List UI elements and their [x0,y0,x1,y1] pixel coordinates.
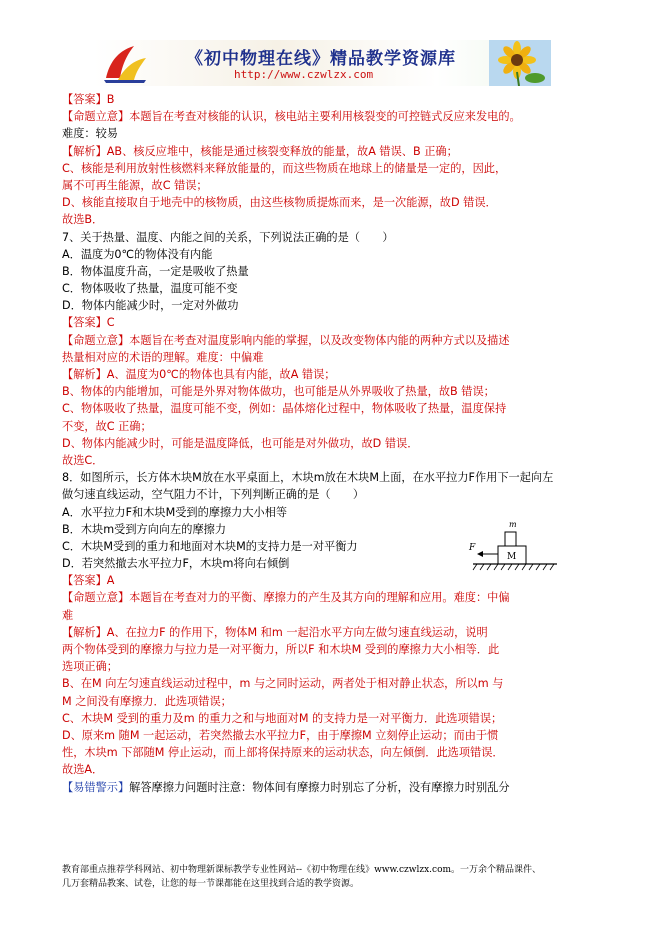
line-text: 不变，故C 正确； [62,419,152,433]
line-text: C、核能是利用放射性核燃料来释放能量的，而这些物质在地球上的储量是一定的，因此， [62,161,507,175]
line-text: D．物体内能减少时，一定对外做功 [62,299,239,313]
section-tag: 【答案】 [62,574,107,588]
text-line [62,91,602,108]
label-M: M [507,552,517,562]
line-text: 解答摩擦力问题时注意：物体间有摩擦力时别忘了分析，没有摩擦力时别乱分 [129,780,510,794]
line-text: 热量相对应的术语的理解。难度：中偏难 [62,350,264,364]
sunflower-icon [489,40,551,86]
line-text: B、在M 向左匀速直线运动过程中，m 与之同时运动，两者处于相对静止状态，所以m 与 [62,677,504,691]
line-text: 本题旨在考查对力的平衡、摩擦力的产生及其方向的理解和应用。难度：中偏 [129,591,510,605]
text-line [62,211,602,228]
text-line [62,246,602,263]
line-text: 属不可再生能源，故C 错误； [62,178,208,192]
text-line [62,435,602,452]
block-m [505,520,517,546]
line-text: 故选B． [62,213,104,227]
text-line [62,280,602,297]
text-line [62,675,602,692]
line-text: 故选A． [62,763,104,777]
line-text: 故选C． [62,453,104,467]
section-tag: 【命题立意】 [62,110,130,124]
text-line [62,143,602,160]
text-line [62,229,602,246]
line-text: A、温度为0℃的物体也具有内能，故A 错误； [106,368,336,381]
line-text: A、在拉力F 的作用下，物体M 和m 一起沿水平方向左做匀速直线运动，说明 [106,625,488,639]
line-text: D．若突然撤去水平拉力F，木块m将向右倾倒 [62,557,290,571]
text-line [62,263,602,280]
footer-line-1: 教育部重点推荐学科网站、初中物理新课标教学专业性网站--《初中物理在线》www.czwlzx.com。一万余个精品课件、 [62,865,542,875]
line-text: 两个物体受到的摩擦力与拉力是一对平衡力，所以F 和木块M 受到的摩擦力大小相等．此 [62,643,500,656]
line-text: D、原来m 随M 一起运动，若突然撤去水平拉力F，由于摩擦M 立刻停止运动；而由于惯 [62,728,499,742]
label-m: m [509,520,517,529]
text-line [62,418,602,435]
line-text: C [106,316,115,330]
header-banner [94,40,551,86]
line-text: D、物体内能减少时，可能是温度降低，也可能是对外做功，故D 错误． [62,436,419,450]
document-body [62,91,602,796]
text-line [62,314,602,331]
line-text: B [106,93,115,106]
line-text: 选项正确； [62,660,118,674]
force-arrow [468,543,498,557]
line-text: B、物体的内能增加，可能是外界对物体做功，也可能是从外界吸收了热量，故B 错误； [62,385,495,399]
line-text: M 之间没有摩擦力．此选项错误； [62,694,232,708]
line-text: D、核能直接取自于地壳中的核物质，由这些核物质提炼而来，是一次能源，故D 错误． [62,196,497,210]
section-tag: 【易错警示】 [62,780,130,794]
text-line [62,624,602,641]
text-line [62,177,602,194]
text-line [62,452,602,469]
section-tag: 【答案】 [62,93,107,106]
physics-figure [465,507,580,577]
text-line [62,761,602,778]
line-text: C．物体吸收了热量，温度可能不变 [62,282,238,296]
line-text: AB、核反应堆中，核能是通过核裂变释放的能量，故A 错误、B 正确； [106,144,458,158]
line-text: A．水平拉力F和木块M受到的摩擦力大小相等 [62,505,288,519]
text-line [62,366,602,383]
section-tag: 【答案】 [62,316,107,330]
banner-title: 《初中物理在线》精品教学资源库 [186,49,456,69]
line-text: 难 [62,608,74,622]
section-tag: 【解析】 [62,625,107,639]
ground [473,564,557,570]
text-line [62,194,602,211]
text-line [62,693,602,710]
footer-line-2: 几万套精品教案、试卷，让您的每一节课都能在这里找到合适的教学资源。 [62,879,360,889]
line-text: B．物体温度升高，一定是吸收了热量 [62,264,249,278]
text-line [62,744,602,761]
block-M [498,546,526,564]
text-line [62,710,602,727]
text-line [62,727,602,744]
text-line [62,349,602,366]
text-line [62,589,602,606]
text-line [62,332,602,349]
text-line [62,469,602,486]
line-text: 做匀速直线运动，空气阻力不计，下列判断正确的是（ ） [62,488,365,502]
line-text: 难度：较易 [62,127,118,141]
line-text: 7、关于热量、温度、内能之间的关系，下列说法正确的是（ ） [62,230,394,244]
text-line [62,297,602,314]
text-line [62,607,602,624]
section-tag: 【解析】 [62,368,107,381]
text-line [62,400,602,417]
section-tag: 【命题立意】 [62,333,130,347]
section-tag: 【解析】 [62,144,107,158]
text-line [62,383,602,400]
text-line [62,486,602,503]
line-text: 8．如图所示，长方体木块M放在水平桌面上，木块m放在木块M上面，在水平拉力F作用下一起向左 [62,471,554,485]
section-tag: 【命题立意】 [62,591,130,605]
line-text: 本题旨在考查对核能的认识，核电站主要利用核裂变的可控链式反应来发电的。 [129,110,521,124]
site-logo-icon [100,42,150,84]
line-text: 本题旨在考查对温度影响内能的掌握，以及改变物体内能的两种方式以及描述 [129,333,510,347]
line-text: B．木块m受到方向向左的摩擦力 [62,522,227,536]
banner-url[interactable]: http://www.czwlzx.com [234,68,374,81]
line-text: A．温度为0℃的物体没有内能 [62,247,213,261]
text-line [62,125,602,142]
line-text: C．木块M受到的重力和地面对木块M的支持力是一对平衡力 [62,539,358,553]
text-line [62,779,602,796]
text-line [62,108,602,125]
line-text: A [106,574,115,588]
text-line [62,658,602,675]
label-F: F [469,543,476,553]
page-footer [62,863,622,891]
line-text: 性，木块m 下部随M 停止运动，而上部将保持原来的运动状态，向左倾倒．此选项错误． [62,746,504,760]
line-text: C、物体吸收了热量，温度可能不变，例如：晶体熔化过程中，物体吸收了热量，温度保持 [62,402,507,416]
line-text: C、木块M 受到的重力及m 的重力之和与地面对M 的支持力是一对平衡力．此选项错误； [62,711,503,725]
text-line [62,641,602,658]
text-line [62,160,602,177]
